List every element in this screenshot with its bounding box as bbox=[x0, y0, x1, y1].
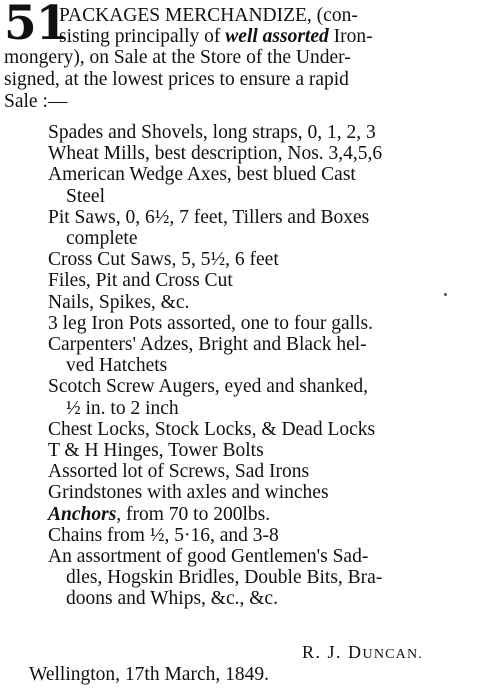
emphasis-text: well assorted bbox=[225, 26, 329, 47]
list-item: Files, Pit and Cross Cut bbox=[48, 270, 233, 292]
list-item-continuation: complete bbox=[66, 228, 138, 249]
print-speck bbox=[444, 293, 447, 296]
list-item-continuation: ved Hatchets bbox=[66, 355, 168, 377]
advert-heading: PACKAGES MERCHANDIZE, (con- bbox=[59, 5, 358, 26]
advert-line-2: sisting principally of well assorted Iron- bbox=[59, 26, 373, 47]
list-item: Nails, Spikes, &c. bbox=[48, 291, 190, 313]
list-item-continuation: ½ in. to 2 inch bbox=[66, 397, 179, 419]
emphasis-text: Anchors bbox=[48, 503, 117, 525]
list-item: Grindstones with axles and winches bbox=[48, 482, 329, 504]
list-item: Cross Cut Saws, 5, 5½, 6 feet bbox=[48, 249, 279, 271]
list-item-continuation: dles, Hogskin Bridles, Double Bits, Bra- bbox=[66, 567, 383, 589]
advert-line-5: Sale :— bbox=[4, 91, 68, 112]
advert-line-4: signed, at the lowest prices to ensure a rapid bbox=[4, 69, 349, 90]
list-item: Scotch Screw Augers, eyed and shanked, bbox=[48, 376, 369, 398]
list-item: Carpenters' Adzes, Bright and Black hel- bbox=[48, 334, 367, 355]
list-item: Spades and Shovels, long straps, 0, 1, 2, 3 bbox=[48, 122, 376, 143]
list-item: Wheat Mills, best description, Nos. 3,4,5,6 bbox=[48, 143, 383, 165]
advert-line-3: mongery), on Sale at the Store of the Under- bbox=[4, 47, 351, 68]
list-item: Assorted lot of Screws, Sad Irons bbox=[48, 461, 310, 483]
signature: R. J. DUNCAN. bbox=[302, 642, 423, 662]
list-item: T & H Hinges, Tower Bolts bbox=[48, 440, 264, 461]
list-item: 3 leg Iron Pots assorted, one to four galls. bbox=[48, 312, 373, 334]
list-item: Anchors, from 70 to 200lbs. bbox=[48, 503, 271, 525]
place-and-date: Wellington, 17th March, 1849. bbox=[29, 664, 269, 685]
package-count: 51 bbox=[4, 0, 68, 51]
list-item-continuation: doons and Whips, &c., &c. bbox=[66, 588, 278, 610]
list-item: Pit Saws, 0, 6½, 7 feet, Tillers and Boxes bbox=[48, 206, 370, 228]
list-item: An assortment of good Gentlemen's Sad- bbox=[48, 546, 369, 567]
list-item: Chains from ½, 5·16, and 3-8 bbox=[48, 524, 279, 546]
list-item: American Wedge Axes, best blued Cast bbox=[48, 164, 356, 186]
list-item: Chest Locks, Stock Locks, & Dead Locks bbox=[48, 418, 376, 440]
list-item-continuation: Steel bbox=[66, 185, 105, 207]
